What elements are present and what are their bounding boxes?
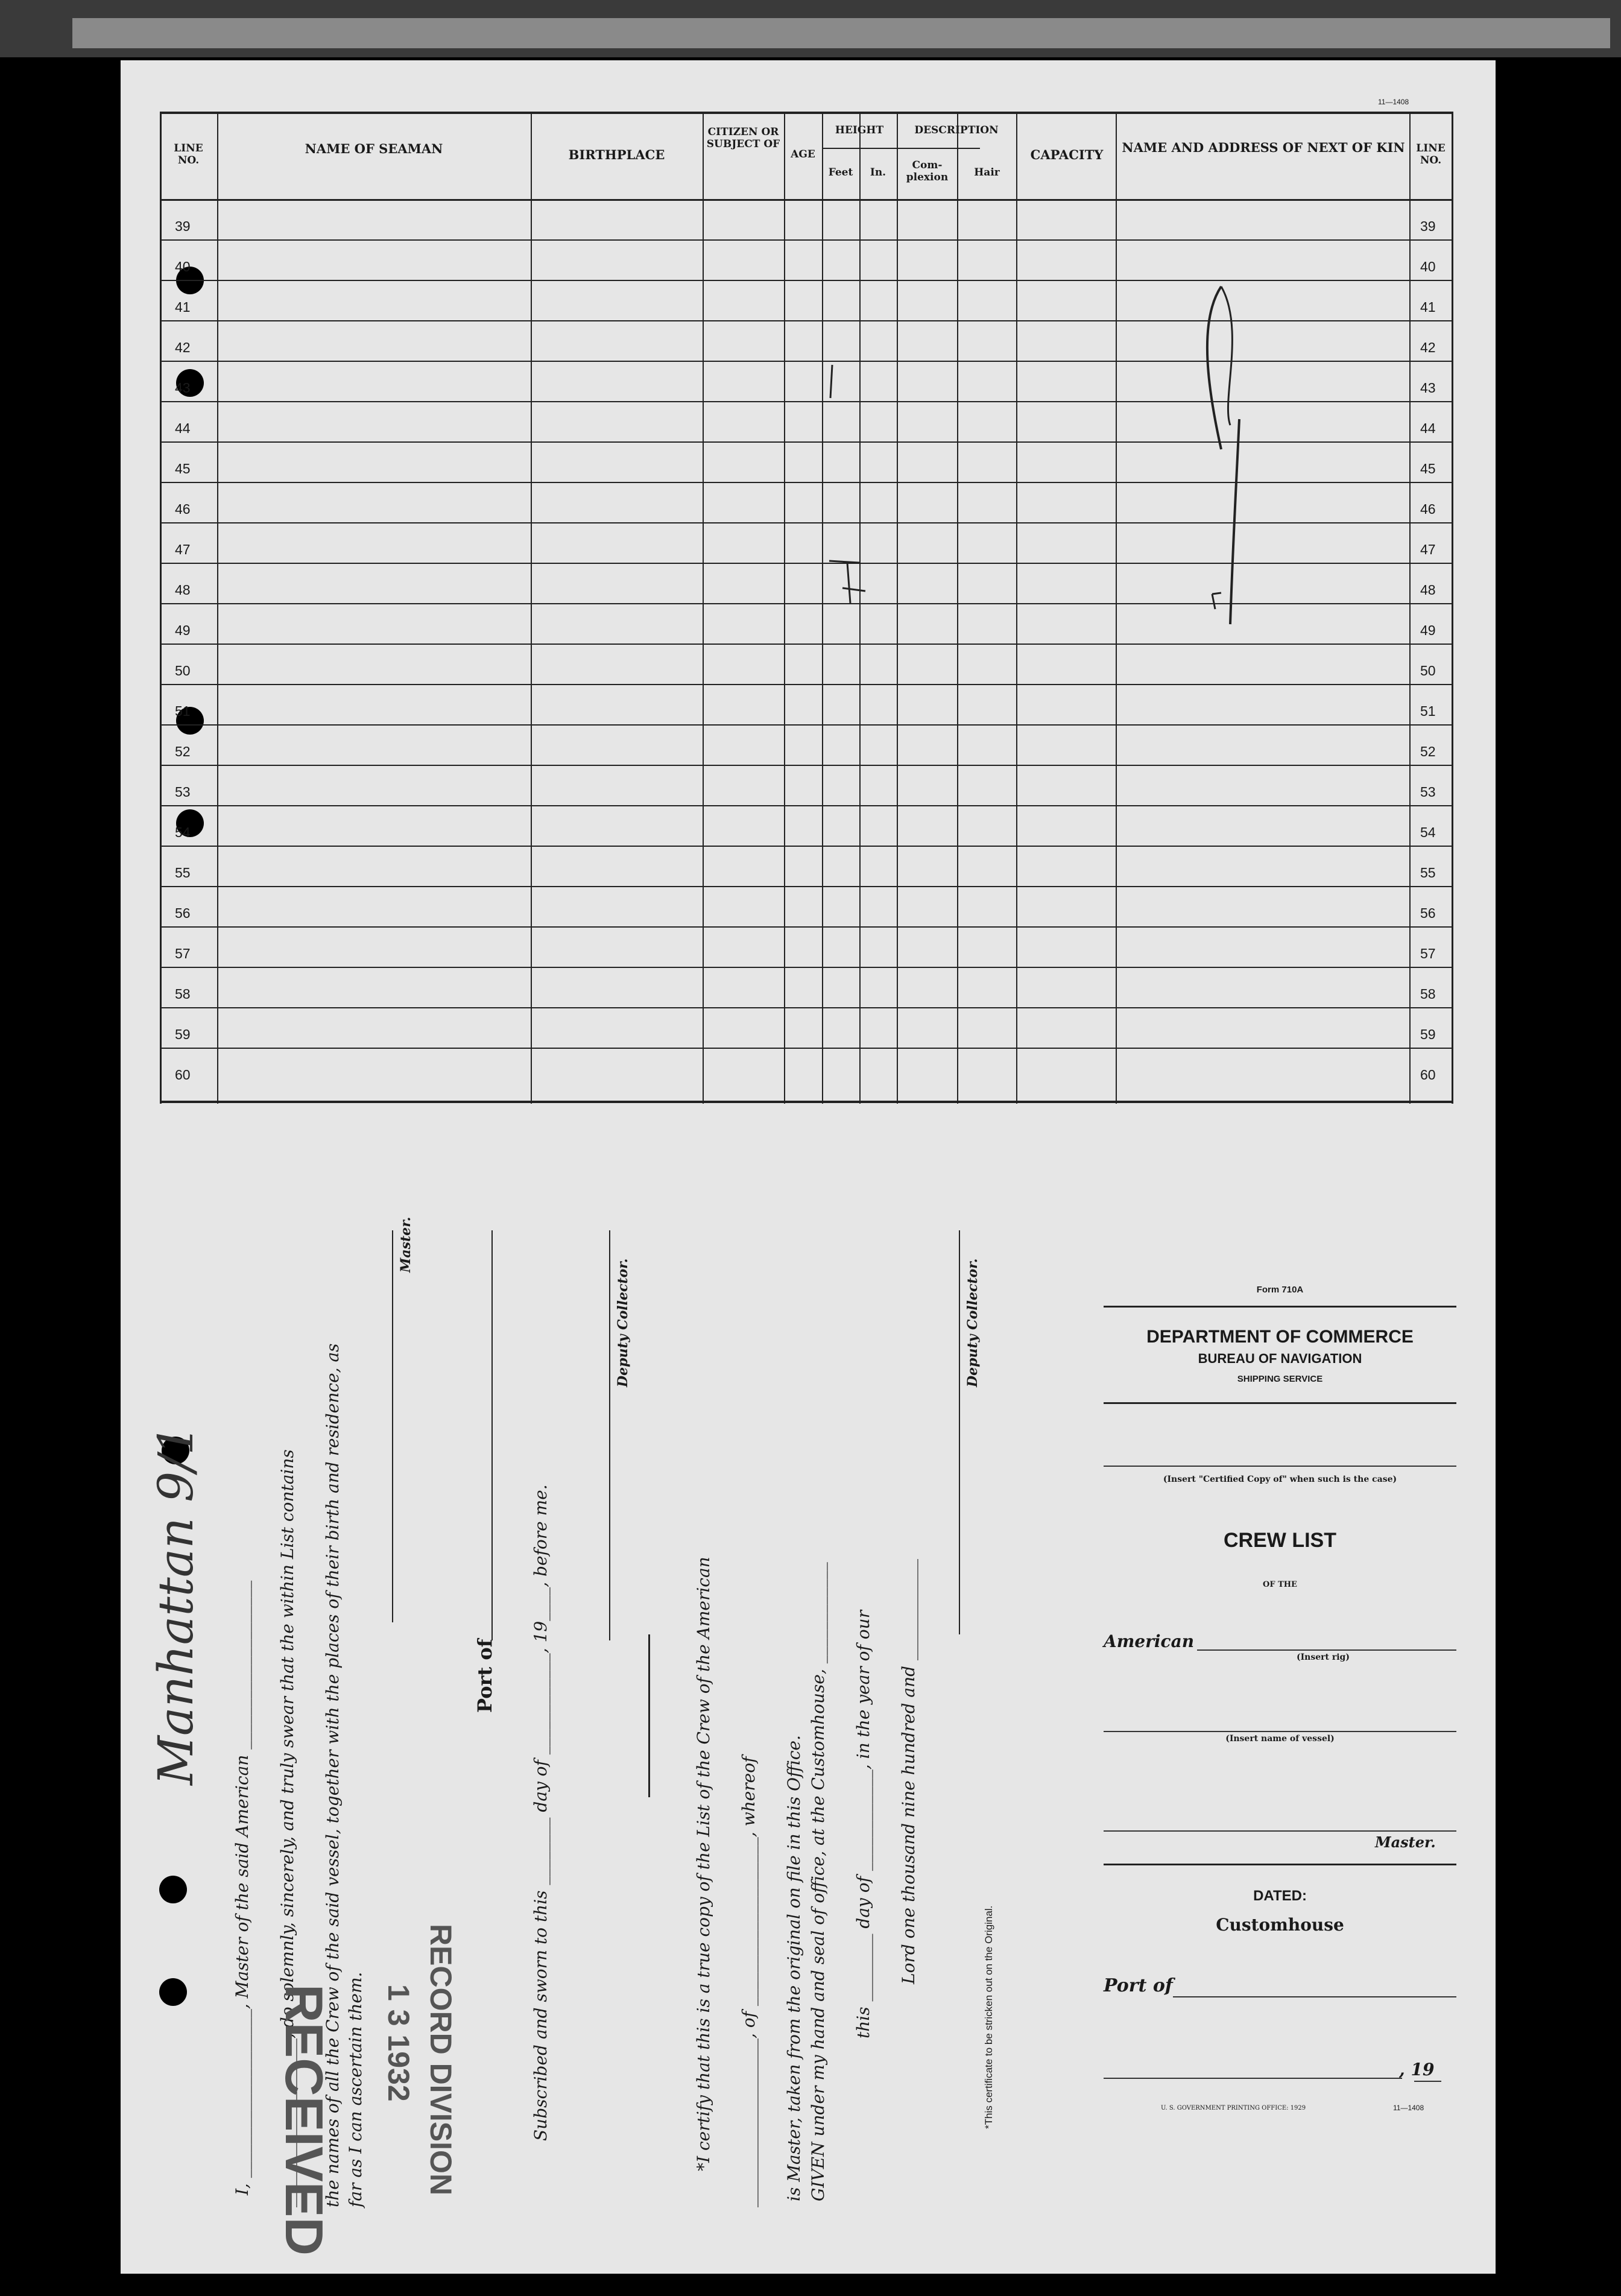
header-line-no: LINE NO. [174,142,203,166]
cover-american: American [1104,1631,1195,1651]
row-number-right: 46 [1420,501,1436,517]
cover-year: , 19 [1399,2060,1435,2079]
oath-line-4: far as I can ascertain them. [346,1972,365,2207]
row-number-right: 49 [1420,622,1436,638]
row-number-left: 44 [175,420,191,436]
row-number-right: 44 [1420,420,1436,436]
oath-subscribed: Subscribed and sworn to this ________ day of ____________, 19____, before me. [531,1484,551,2141]
cover-dated: DATED: [1253,1888,1307,1904]
header-feet: Feet [828,166,853,179]
header-description: DESCRIPTION [914,124,999,136]
row-number-left: 41 [175,299,191,315]
oath-line-3: the names of all the Crew of the said vessel, together with the places of their birth and residence, as [323,1343,343,2207]
row-number-right: 43 [1420,380,1436,396]
row-number-left: 56 [175,905,191,921]
deputy-collector-line [609,1230,610,1640]
row-number-left: 48 [175,582,191,598]
row-number-left: 57 [175,946,191,961]
certificate-line-5: this ________ day of ____________, in the year of our [853,1610,873,2038]
header-complexion: Com-plexion [906,159,949,183]
header-next-of-kin: NAME AND ADDRESS OF NEXT OF KIN [1122,140,1405,155]
row-number-left: 55 [175,865,191,881]
row-number-right: 48 [1420,582,1436,598]
row-number-left: 47 [175,542,191,557]
received-stamp-word: RECEIVED [274,1984,334,2256]
row-number-left: 39 [175,218,191,234]
row-number-right: 55 [1420,865,1436,881]
cover-printing-office: U. S. GOVERNMENT PRINTING OFFICE: 1929 [1161,2105,1306,2111]
cover-of-the: OF THE [1263,1580,1297,1589]
row-number-left: 42 [175,340,191,355]
certificate-line-2: ____________________, of ____________________, whereof [739,1756,759,2207]
header-age: AGE [791,148,815,160]
certificate-line-3: is Master, taken from the original on file in this Office. [784,1735,804,2201]
row-number-left: 51 [175,703,191,719]
separator-line [648,1634,650,1797]
cover-customhouse: Customhouse [1216,1915,1344,1935]
handwritten-marks [160,112,1453,1104]
row-number-right: 39 [1420,218,1436,234]
deputy-collector-line-2 [959,1230,960,1634]
row-number-right: 56 [1420,905,1436,921]
cover-insert-name: (Insert name of vessel) [1225,1734,1335,1744]
row-number-left: 58 [175,986,191,1002]
row-number-right: 45 [1420,461,1436,476]
received-stamp-date: 1 3 1932 [382,1984,416,2102]
certificate-line-6: Lord one thousand nine hundred and ____________ [899,1559,918,1984]
row-number-right: 57 [1420,946,1436,961]
row-number-left: 45 [175,461,191,476]
oath-line-1: I, ____________________, Master of the said American ____________________ [232,1580,252,2195]
row-number-left: 52 [175,744,191,759]
punch-hole [159,1876,187,1903]
punch-hole [159,1978,187,2006]
crew-table [160,112,1453,1104]
header-inches: In. [870,166,886,179]
row-number-left: 60 [175,1067,191,1083]
row-number-right: 47 [1420,542,1436,557]
row-number-left: 54 [175,824,191,840]
row-number-right: 60 [1420,1067,1436,1083]
row-number-left: 40 [175,259,191,274]
row-number-left: 43 [175,380,191,396]
cover-form-number-bottom: 11—1408 [1393,2104,1424,2112]
row-number-right: 59 [1420,1026,1436,1042]
cover-insert-certified: (Insert "Certified Copy of" when such is the case) [1163,1475,1397,1484]
oath-deputy-collector: Deputy Collector. [615,1258,631,1387]
cover-bureau: BUREAU OF NAVIGATION [1198,1351,1362,1366]
oath-line-2: ____________________, do solemnly, sincerely, and truly swear that the within List contains [277,1449,297,2207]
scan-top-strip [72,18,1610,48]
row-number-left: 59 [175,1026,191,1042]
row-number-left: 49 [175,622,191,638]
row-number-right: 53 [1420,784,1436,800]
row-number-right: 51 [1420,703,1436,719]
cover-form-number: Form 710A [1256,1285,1304,1295]
row-number-left: 53 [175,784,191,800]
cover-master: Master. [1375,1833,1436,1851]
certificate-deputy-collector: Deputy Collector. [965,1258,981,1387]
row-number-right: 54 [1420,824,1436,840]
header-capacity: CAPACITY [1030,147,1104,162]
certificate-footnote: *This certificate to be stricken out on the Original. [983,1905,994,2129]
header-birthplace: BIRTHPLACE [568,147,665,162]
oath-port-of: Port of [473,1639,496,1713]
oath-master-label: Master. [398,1216,414,1273]
row-number-left: 46 [175,501,191,517]
cover-department: DEPARTMENT OF COMMERCE [1146,1327,1414,1347]
handwritten-annotation: Manhattan 9/1 [148,1424,204,1785]
cover-port-of: Port of [1104,1975,1173,1996]
row-number-right: 40 [1420,259,1436,274]
header-line-no-right: LINE NO. [1416,142,1446,166]
port-line [491,1230,493,1640]
header-citizen: CITIZEN OR SUBJECT OF [706,126,780,150]
header-hair: Hair [974,166,1000,179]
received-stamp-division: RECORD DIVISION [424,1924,458,2196]
header-height: HEIGHT [835,124,884,136]
cover-crew-list: CREW LIST [1224,1529,1336,1552]
form-number-top: 11—1408 [1378,98,1409,106]
certificate-line-4: GIVEN under my hand and seal of office, at the Customhouse, ____________ [808,1562,828,2201]
row-number-right: 52 [1420,744,1436,759]
header-name-of-seaman: NAME OF SEAMAN [305,141,443,156]
master-signature-line [392,1230,393,1622]
row-number-right: 58 [1420,986,1436,1002]
cover-service: SHIPPING SERVICE [1237,1374,1323,1384]
certificate-line-1: *I certify that this is a true copy of the List of the Crew of the American [694,1557,713,2171]
cover-insert-rig: (Insert rig) [1297,1652,1350,1662]
row-number-right: 41 [1420,299,1436,315]
row-number-right: 42 [1420,340,1436,355]
row-number-right: 50 [1420,663,1436,678]
row-number-left: 50 [175,663,191,678]
